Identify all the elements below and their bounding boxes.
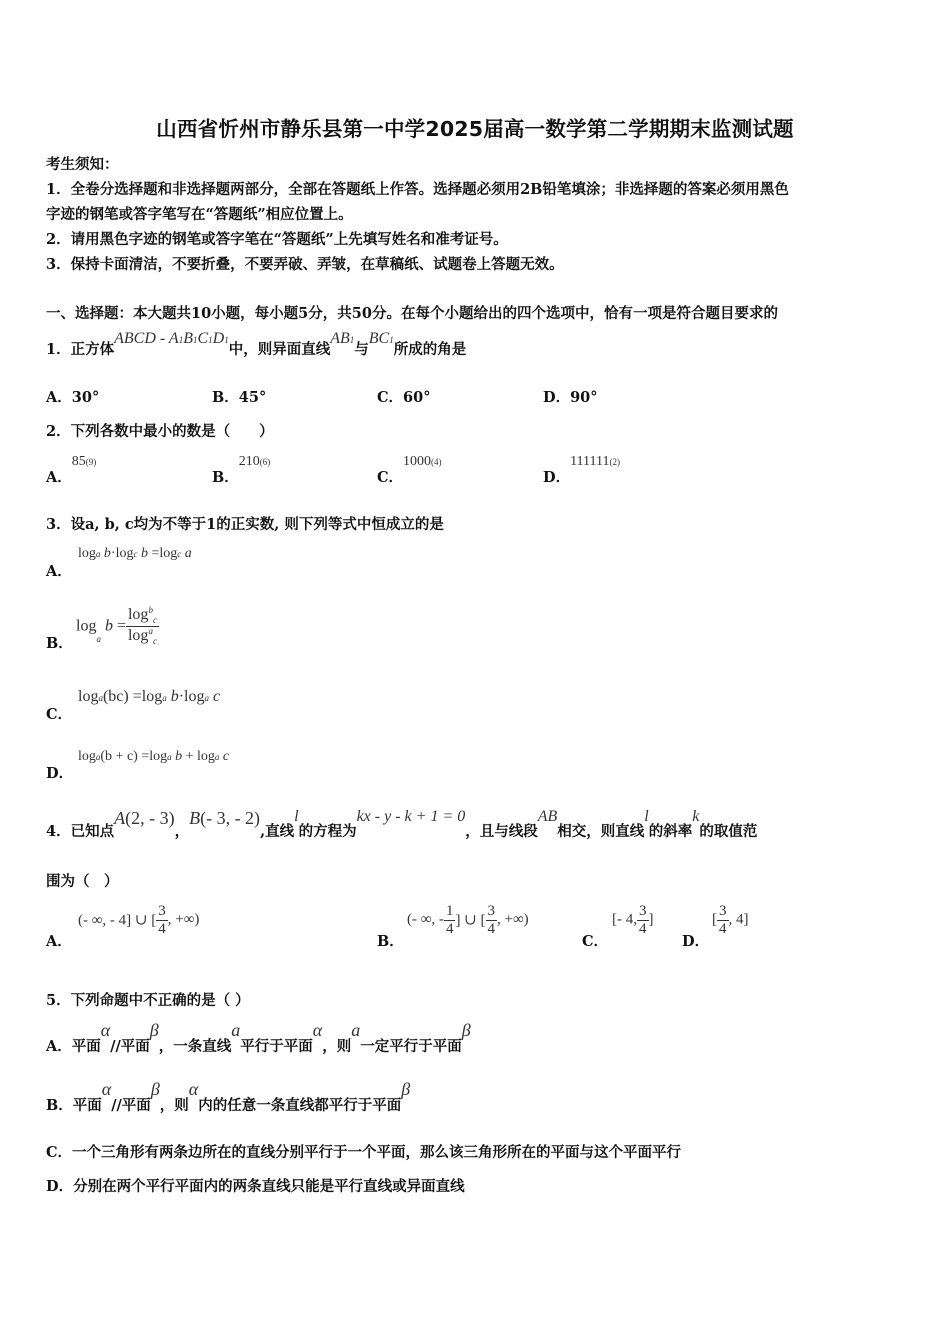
- q4-option-b-label: B．: [377, 933, 404, 950]
- page-title: 山西省忻州市静乐县第一中学2025届高一数学第二学期期末监测试题: [156, 117, 794, 141]
- q4-option-a-label: A．: [46, 933, 72, 950]
- notice-line-1a: 1．全卷分选择题和非选择题两部分，全部在答题纸上作答。选择题必须用2B铅笔填涂；非选择题的答案必须用黑色: [46, 181, 789, 198]
- question-4-continued: 围为（ ）: [46, 873, 119, 890]
- q3-option-b-formula: $\log_a b$ = $\frac{\log^b_c}{\log^a_c}$: [76, 605, 157, 646]
- notice-line-3: 3．保持卡面清洁，不要折叠，不要弄破、弄皱，在草稿纸、试题卷上答题无效。: [46, 256, 564, 273]
- question-1: 1．正方体ABCD - A1B1C1D1中，则异面直线AB1与BC1所成的角是: [46, 330, 467, 358]
- q3-option-b-fraction: $\frac{\log^b_c}{\log^a_c}$: [127, 605, 157, 646]
- q1-option-d: D．90°: [543, 389, 598, 406]
- q1-option-b: B．45°: [212, 389, 267, 406]
- q2-option-a: A．85(9): [46, 454, 97, 486]
- notice-line-2: 2．请用黑色字迹的钢笔或答字笔在“答题纸”上先填写姓名和准考证号。: [46, 231, 508, 248]
- q5-option-c: C．一个三角形有两条边所在的直线分别平行于一个平面，那么该三角形所在的平面与这个平面平行: [46, 1144, 682, 1161]
- q4-option-a-formula: (- ∞, - 4] ∪ [ $\frac{3}{4}$ , +∞): [78, 903, 200, 937]
- q4-option-d-formula: [ $\frac{3}{4}$ , 4]: [712, 903, 749, 937]
- q1-option-a: A．30°: [46, 389, 100, 406]
- q5-option-d: D．分别在两个平行平面内的两条直线只能是平行直线或异面直线: [46, 1178, 465, 1195]
- q3-option-a-label: A．: [46, 563, 72, 580]
- notice-line-1b: 字迹的钢笔或答字笔写在“答题纸”相应位置上。: [46, 206, 353, 223]
- q4-option-d-label: D．: [682, 933, 710, 950]
- q3-option-b-label: B．: [46, 635, 73, 652]
- q2-option-c: C．1000(4): [377, 454, 442, 486]
- q4-option-c-label: C．: [582, 933, 609, 950]
- q3-option-d-formula: loga(b + c) =loga b + loga c: [78, 749, 230, 764]
- q4-option-c-formula: [- 4, $\frac{3}{4}$ ]: [612, 903, 654, 937]
- q3-option-a-formula: loga b·logc b =logc a: [78, 546, 192, 561]
- q4-option-b-formula: (- ∞, - $\frac{1}{4}$ ] ∪ [ $\frac{3}{4}$ , +∞): [407, 903, 529, 937]
- section-heading: 一、选择题：本大题共10小题，每小题5分，共50分。在每个小题给出的四个选项中，恰有一项是符合题目要求的: [46, 305, 778, 322]
- question-3: 3．设a, b, c均为不等于1的正实数, 则下列等式中恒成立的是: [46, 516, 444, 533]
- q3-option-c-label: C．: [46, 706, 73, 723]
- q5-option-b: B．平面α//平面β，则α内的任意一条直线都平行于平面β: [46, 1079, 411, 1114]
- question-2: 2．下列各数中最小的数是（ ）: [46, 423, 274, 440]
- notice-heading: 考生须知：: [46, 156, 119, 173]
- q1-option-c: C．60°: [377, 389, 431, 406]
- q3-option-c-formula: loga(bc) =loga b·loga c: [78, 688, 221, 705]
- q3-option-d-label: D．: [46, 765, 74, 782]
- question-4: 4．已知点A(2, - 3)，B(- 3, - 2),直线l的方程为kx - y - k + 1 = 0，且与线段AB相交，则直线l的斜率k的取值范: [46, 808, 758, 840]
- q2-option-b: B．210(6): [212, 454, 271, 486]
- question-5: 5．下列命题中不正确的是（ ）: [46, 992, 250, 1009]
- q2-option-d: D．111111(2): [543, 454, 620, 486]
- q5-option-a: A．平面α//平面β，一条直线a平行于平面α，则a一定平行于平面β: [46, 1020, 471, 1055]
